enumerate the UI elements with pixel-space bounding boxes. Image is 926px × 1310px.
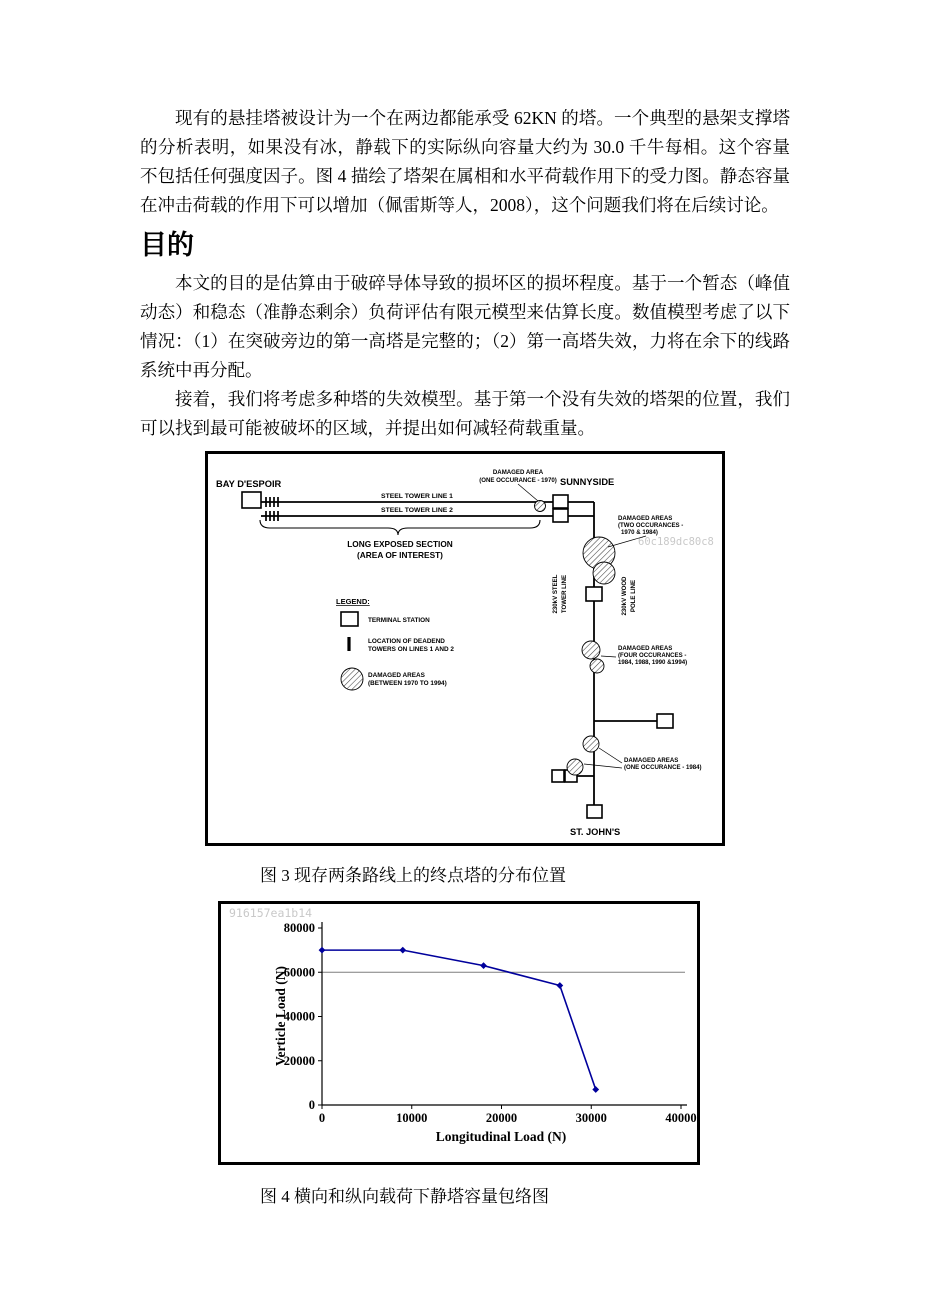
damaged-circle-mid — [583, 736, 599, 752]
label-sunnyside: SUNNYSIDE — [560, 477, 615, 487]
legend-damaged-label-line1: DAMAGED AREAS — [368, 672, 425, 679]
label-230kv-steel-line2: TOWER LINE — [561, 574, 568, 614]
y-tick-label: 60000 — [283, 965, 315, 980]
legend-deadend-label-line1: LOCATION OF DEADEND — [368, 638, 445, 645]
figure3-watermark: 60c189dc80c8 — [638, 536, 714, 548]
figure-3-map — [205, 451, 725, 846]
terminal-square-sunnyside-2 — [553, 509, 568, 522]
y-tick-label: 40000 — [283, 1009, 315, 1024]
deadend-tower-ticks — [266, 497, 278, 521]
label-damaged-1970-line2: (ONE OCCURANCE - 1970) — [479, 477, 557, 484]
terminal-square-mid — [586, 587, 602, 601]
label-bay-despoir: BAY D'ESPOIR — [216, 479, 282, 489]
data-point-marker — [399, 947, 406, 954]
paragraph-purpose: 本文的目的是估算由于破碎导体导致的损坏区的损坏程度。基于一个暂态（峰值动态）和稳态（准静态剩余）负荷评估有限元模型来估算长度。数值模型考虑了以下情况：（1）在突破旁边的第一高塔是完整的；（2）第一高塔失效，力将在余下的线路系统中再分配。 — [140, 273, 790, 380]
x-tick-label: 30000 — [575, 1111, 607, 1125]
terminal-square-sunnyside-1 — [553, 495, 568, 508]
area-of-interest-brace — [260, 520, 540, 535]
label-damaged-1970-line1: DAMAGED AREA — [492, 469, 544, 476]
legend-title: LEGEND: — [336, 597, 370, 606]
figure-4-caption: 图 4 横向和纵向载荷下静塔容量包络图 — [260, 1187, 549, 1206]
data-point-marker — [556, 982, 563, 989]
label-damaged-1984-line1: DAMAGED AREAS — [624, 757, 679, 764]
x-tick-label: 0 — [318, 1111, 326, 1125]
legend-damaged-label-line2: (BETWEEN 1970 TO 1994) — [368, 680, 447, 687]
figure4-watermark: 916157ea1b14 — [229, 906, 313, 920]
label-steel-line-2: STEEL TOWER LINE 2 — [381, 507, 453, 514]
terminal-square-bay-despoir — [242, 492, 261, 508]
label-damaged-four-line3: 1984, 1988, 1990 &1994) — [618, 659, 688, 666]
label-steel-line-1: STEEL TOWER LINE 1 — [381, 493, 453, 500]
terminal-square-west-a — [552, 770, 564, 782]
x-tick-label: 20000 — [485, 1111, 518, 1125]
data-point-marker — [319, 947, 326, 954]
route-map-svg — [208, 454, 722, 843]
x-tick-label: 10000 — [396, 1111, 428, 1125]
paragraph-failure-models: 接着，我们将考虑多种塔的失效模型。基于第一个没有失效的塔架的位置，我们可以找到最可能被破坏的区域，并提出如何减轻荷载重量。 — [140, 389, 790, 438]
data-point-marker — [480, 962, 487, 969]
label-damaged-four-line1: DAMAGED AREAS — [618, 645, 673, 652]
label-long-exposed-line1: LONG EXPOSED SECTION — [347, 539, 453, 549]
label-st-johns: ST. JOHN'S — [570, 827, 621, 837]
label-damaged-two-line3: 1970 & 1984) — [621, 529, 658, 536]
x-tick-label: 40000 — [665, 1111, 697, 1125]
x-axis-label: Longitudinal Load (N) — [435, 1129, 567, 1144]
damaged-circle-four-a — [582, 641, 600, 659]
data-point-marker — [592, 1086, 599, 1093]
section-heading-purpose: 目的 — [140, 230, 194, 260]
label-long-exposed-line2: (AREA OF INTEREST) — [357, 550, 443, 560]
terminal-square-east — [657, 714, 673, 728]
capacity-chart-svg — [221, 904, 697, 1162]
legend-terminal-icon — [341, 612, 358, 626]
y-tick-label: 20000 — [283, 1053, 315, 1068]
y-tick-label: 80000 — [283, 921, 315, 935]
damaged-circle-1970 — [535, 501, 546, 512]
label-damaged-two-line2: (TWO OCCURANCES - — [618, 522, 684, 529]
label-damaged-1984-line2: (ONE OCCURANCE - 1984) — [624, 764, 702, 771]
data-line — [322, 950, 596, 1089]
damaged-circle-four-b — [590, 659, 604, 673]
y-axis-label: Verticle Load (N) — [273, 966, 288, 1066]
label-230kv-wood-line2: POLE LINE — [630, 579, 637, 613]
label-230kv-steel-line1: 230kV STEEL — [552, 574, 559, 614]
y-tick-label: 0 — [308, 1098, 315, 1112]
label-230kv-wood-line1: 230kV WOOD — [621, 576, 628, 616]
legend-terminal-label: TERMINAL STATION — [368, 617, 430, 624]
label-damaged-two-line1: DAMAGED AREAS — [618, 515, 673, 522]
figure-4-chart — [218, 901, 700, 1165]
damaged-circle-1984 — [567, 759, 583, 775]
terminal-square-st-johns — [587, 805, 602, 818]
legend-damaged-icon — [341, 668, 363, 690]
damaged-circle-two-b — [593, 562, 615, 584]
figure-3-caption: 图 3 现存两条路线上的终点塔的分布位置 — [260, 866, 566, 885]
paragraph-capacity: 现有的悬挂塔被设计为一个在两边都能承受 62KN 的塔。一个典型的悬架支撑塔的分析表明，如果没有冰，静载下的实际纵向容量大约为 30.0 千牛每相。这个容量不包括任何强度因子。图 4 描绘了塔架在属相和水平荷载作用下的受力图。静态容量在冲击荷载的作用下可以增加（佩雷斯等人，2008），这个问题我们将在后续讨论。 — [140, 108, 790, 215]
legend-deadend-label-line2: TOWERS ON LINES 1 AND 2 — [368, 646, 454, 653]
label-damaged-four-line2: (FOUR OCCURANCES - — [618, 652, 687, 659]
